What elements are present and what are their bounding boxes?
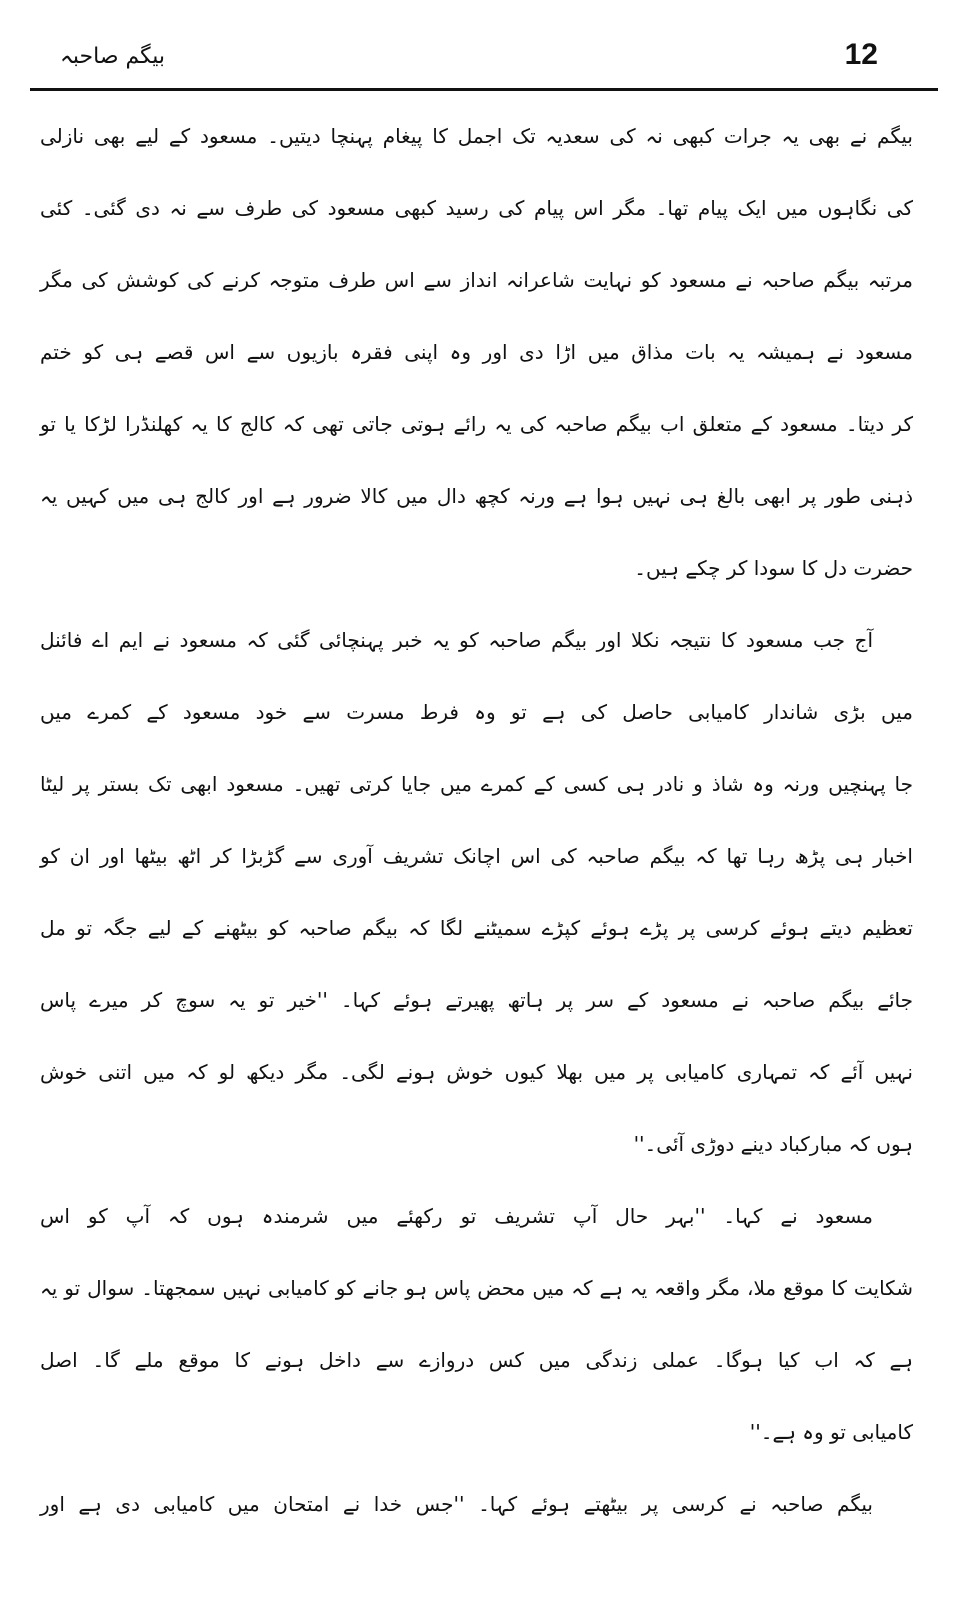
text-line: ذہنی طور پر ابھی بالغ ہی نہیں ہوا ہے ورنہ کچھ دال میں کالا ضرور ہے اور کالج ہی میں کہیں یہ xyxy=(40,484,913,508)
text-line: آج جب مسعود کا نتیجہ نکلا اور بیگم صاحبہ کو یہ خبر پہنچائی گئی کہ مسعود نے ایم اے فائنل xyxy=(40,628,873,652)
body-text xyxy=(40,100,913,1540)
text-line: مرتبہ بیگم صاحبہ نے مسعود کو نہایت شاعرانہ انداز سے اس طرف متوجہ کرنے کی کوشش کی مگر xyxy=(40,268,913,292)
text-line: ہے کہ اب کیا ہوگا۔ عملی زندگی میں کس دروازے سے داخل ہونے کا موقع ملے گا۔ اصل xyxy=(40,1348,913,1372)
text-line: جائے بیگم صاحبہ نے مسعود کے سر پر ہاتھ پھیرتے ہوئے کہا۔ ''خیر تو یہ سوچ کر میرے پاس xyxy=(40,988,913,1012)
text-line: میں بڑی شاندار کامیابی حاصل کی ہے تو وہ فرط مسرت سے خود مسعود کے کمرے میں xyxy=(40,700,913,724)
text-line: حضرت دل کا سودا کر چکے ہیں۔ xyxy=(634,556,913,580)
text-line: نہیں آئے کہ تمہاری کامیابی پر میں بھلا کیوں خوش ہونے لگی۔ مگر دیکھ لو کہ میں اتنی خوش xyxy=(40,1060,913,1084)
text-line: اخبار ہی پڑھ رہا تھا کہ بیگم صاحبہ کی اس اچانک تشریف آوری سے گڑبڑا کر اٹھ بیٹھا اور ان کو xyxy=(40,844,913,868)
text-line: تعظیم دیتے ہوئے کرسی پر پڑے ہوئے کپڑے سمیٹنے لگا کہ بیگم صاحبہ کو بیٹھنے کے لیے جگہ تو مل xyxy=(40,916,913,940)
text-line: جا پہنچیں ورنہ وہ شاذ و نادر ہی کسی کے کمرے میں جایا کرتی تھیں۔ مسعود ابھی تک بستر پر لیٹا xyxy=(40,772,913,796)
text-line: شکایت کا موقع ملا، مگر واقعہ یہ ہے کہ میں محض پاس ہو جانے کو کامیابی نہیں سمجھتا۔ سوال تو یہ xyxy=(40,1276,913,1300)
text-line: بیگم نے بھی یہ جرات کبھی نہ کی سعدیہ تک اجمل کا پیغام پہنچا دیتیں۔ مسعود کے لیے بھی نازلی xyxy=(40,124,913,148)
running-header-title: بیگم صاحبہ xyxy=(60,44,166,69)
text-line: کامیابی تو وہ ہے۔'' xyxy=(749,1420,913,1444)
text-line: مسعود نے ہمیشہ یہ بات مذاق میں اڑا دی اور وہ اپنی فقرہ بازیوں سے اس قصے ہی کو ختم xyxy=(40,340,913,364)
page-number: 12 xyxy=(844,38,878,71)
text-line: کی نگاہوں میں ایک پیام تھا۔ مگر اس پیام کی رسید کبھی مسعود کی طرف سے نہ دی گئی۔ کئی xyxy=(40,196,913,220)
header-rule xyxy=(30,88,938,91)
text-line: ہوں کہ مبارکباد دینے دوڑی آئی۔'' xyxy=(633,1132,913,1156)
text-line: بیگم صاحبہ نے کرسی پر بیٹھتے ہوئے کہا۔ ''جس خدا نے امتحان میں کامیابی دی ہے اور xyxy=(40,1492,873,1516)
text-line: مسعود نے کہا۔ ''بہر حال آپ تشریف تو رکھئے میں شرمندہ ہوں کہ آپ کو اس xyxy=(40,1204,873,1228)
text-line: کر دیتا۔ مسعود کے متعلق اب بیگم صاحبہ کی یہ رائے ہوتی جاتی تھی کہ کالج کا یہ کھلنڈرا لڑکا یا تو xyxy=(40,412,913,436)
